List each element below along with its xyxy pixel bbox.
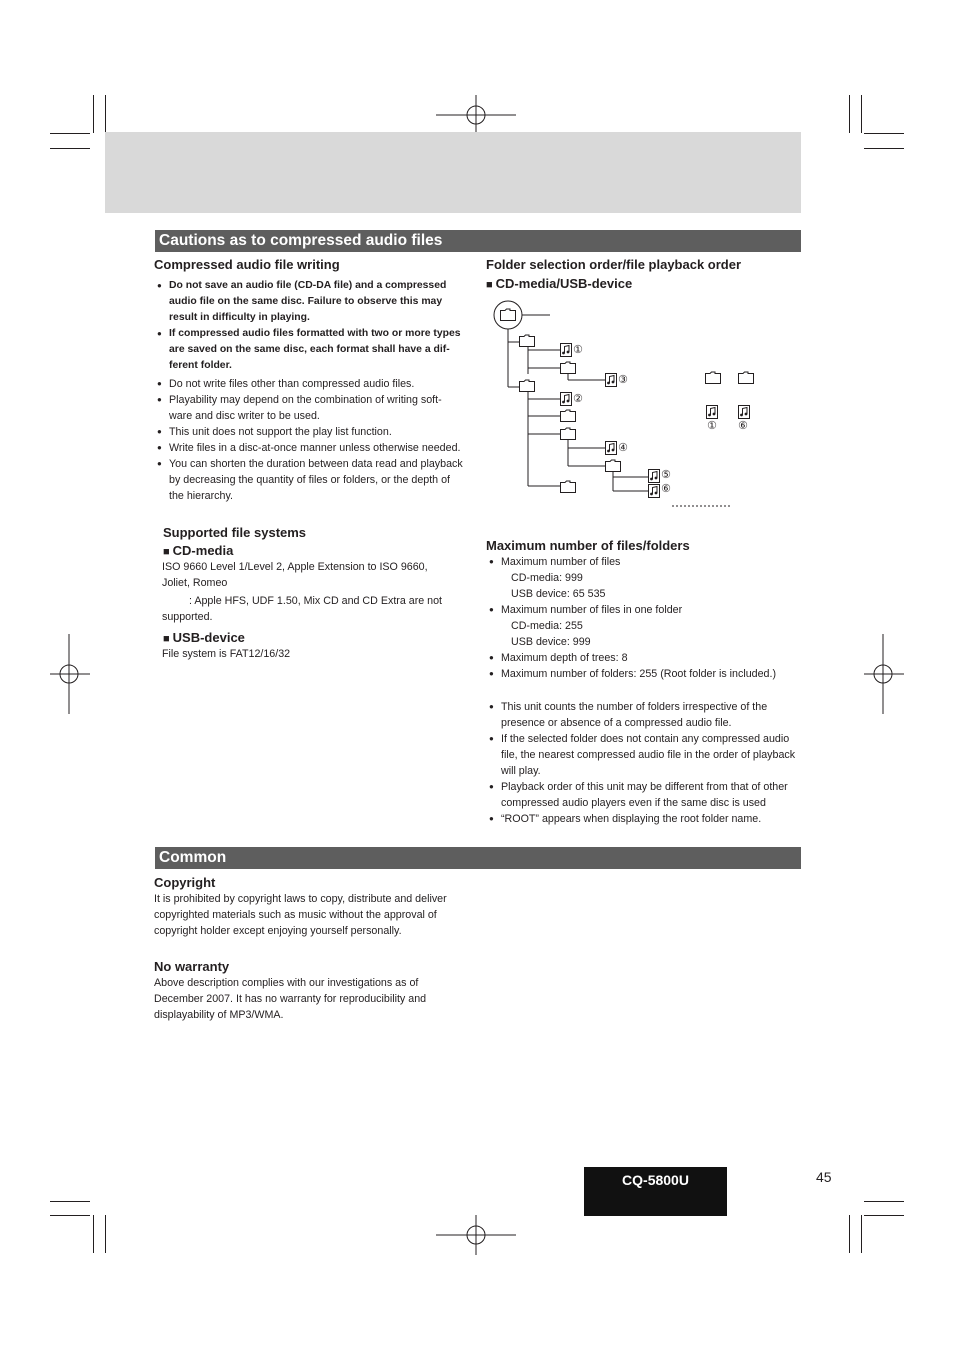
square-bullet-icon: ■: [163, 633, 170, 645]
registration-mark-icon: [864, 634, 904, 714]
list-item: ● Do not save an audio file (CD-DA file) and a compressed audio file on the same disc. Failure to observe this may result in difficulty in playing.: [155, 278, 475, 326]
list-item: ● This unit does not support the play list function.: [155, 424, 475, 440]
folder-icon: [501, 309, 516, 321]
square-bullet-icon: ■: [486, 279, 493, 291]
list-item: ● Maximum number of folders: 255 (Root folder is included.): [487, 666, 807, 682]
model-label: CQ-5800U: [584, 1167, 727, 1216]
warranty-text: December 2007. It has no warranty for reproducibility and: [154, 993, 427, 1005]
list-item: ● Do not write files other than compressed audio files.: [155, 376, 475, 392]
folder-icon: [561, 410, 576, 422]
order-mark: ①: [573, 343, 583, 356]
cd-usb-heading: ■ CD-media/USB-device: [486, 276, 633, 291]
folder-order-heading: Folder selection order/file playback order: [486, 257, 742, 272]
cd-media-text: : Apple HFS, UDF 1.50, Mix CD and CD Extra are not: [189, 595, 443, 607]
list-item: ● Maximum number of files CD-media: 999 USB device: 65 535: [487, 554, 807, 602]
warranty-heading: No warranty: [154, 959, 230, 974]
order-mark: ③: [618, 373, 628, 386]
warranty-text: Above description complies with our investigations as of: [154, 977, 419, 989]
folder-icon: [706, 372, 721, 384]
section-title-cautions: Cautions as to compressed audio files: [155, 230, 801, 252]
copyright-text: copyrighted materials such as music without the approval of: [154, 909, 437, 921]
music-file-icon: [707, 406, 718, 419]
folder-icon: [739, 372, 754, 384]
square-bullet-icon: ■: [163, 546, 170, 558]
music-file-icon: [561, 393, 572, 406]
folder-icon: [606, 460, 621, 472]
copyright-text: It is prohibited by copyright laws to copy, distribute and deliver: [154, 893, 447, 905]
folder-icon: [561, 428, 576, 440]
registration-mark-icon: [50, 634, 90, 714]
music-file-icon: [739, 406, 750, 419]
folder-tree-diagram: [488, 296, 798, 516]
cd-media-text: Joliet, Romeo: [162, 577, 228, 589]
list-item: ● You can shorten the duration between data read and playback by decreasing the quantity of files or folders, or the depth of the hierarchy.: [155, 456, 475, 504]
order-mark: ②: [573, 392, 583, 405]
legend-mark: ⑥: [738, 419, 748, 432]
order-mark: ⑥: [661, 482, 671, 495]
writing-heading: Compressed audio file writing: [154, 257, 340, 272]
usb-device-text: File system is FAT12/16/32: [162, 648, 291, 660]
list-item: ● Maximum number of files in one folder CD-media: 255 USB device: 999: [487, 602, 807, 650]
writing-bold-list: [155, 278, 475, 374]
notes-list: [487, 699, 807, 827]
music-file-icon: [649, 470, 660, 483]
list-item: ● Playback order of this unit may be different from that of other compressed audio players even if the same disc is used: [487, 779, 807, 811]
folder-icon: [520, 380, 535, 392]
folder-icon: [520, 335, 535, 347]
cd-media-text: ISO 9660 Level 1/Level 2, Apple Extension to ISO 9660,: [162, 561, 428, 573]
header-band: [105, 132, 801, 213]
list-item: ● Write files in a disc-at-once manner unless otherwise needed.: [155, 440, 475, 456]
cd-media-text: supported.: [162, 611, 213, 623]
list-item: ● Maximum depth of trees: 8: [487, 650, 807, 666]
warranty-text: displayability of MP3/WMA.: [154, 1009, 284, 1021]
registration-mark-icon: [436, 1215, 516, 1255]
list-item: ● This unit counts the number of folders irrespective of the presence or absence of a compressed audio file.: [487, 699, 807, 731]
music-file-icon: [606, 442, 617, 455]
music-file-icon: [561, 344, 572, 357]
list-item: ● If compressed audio files formatted with two or more types are saved on the same disc, each format shall have a dif- ferent folder.: [155, 326, 475, 374]
section-title-common: Common: [155, 847, 801, 869]
list-item: ● Playability may depend on the combination of writing soft- ware and disc writer to be used.: [155, 392, 475, 424]
copyright-heading: Copyright: [154, 875, 216, 890]
maximum-heading: Maximum number of files/folders: [486, 538, 690, 553]
maximum-list: [487, 554, 807, 682]
list-item: ● If the selected folder does not contain any compressed audio file, the nearest compressed audio file in the order of playback will play.: [487, 731, 807, 779]
filesystems-heading: Supported file systems: [163, 525, 307, 540]
order-mark: ⑤: [661, 468, 671, 481]
music-file-icon: [606, 374, 617, 387]
registration-mark-icon: [436, 95, 516, 135]
usb-device-heading: ■ USB-device: [163, 630, 245, 645]
copyright-text: copyright holder except enjoying yourself personally.: [154, 925, 402, 937]
page-number: 45: [816, 1169, 832, 1185]
list-item: ● “ROOT” appears when displaying the root folder name.: [487, 811, 807, 827]
order-mark: ④: [618, 441, 628, 454]
folder-icon: [561, 481, 576, 493]
writing-list: [155, 376, 475, 504]
music-file-icon: [649, 485, 660, 498]
cd-media-heading: ■ CD-media: [163, 543, 234, 558]
folder-icon: [561, 362, 576, 374]
legend-mark: ①: [707, 419, 717, 432]
